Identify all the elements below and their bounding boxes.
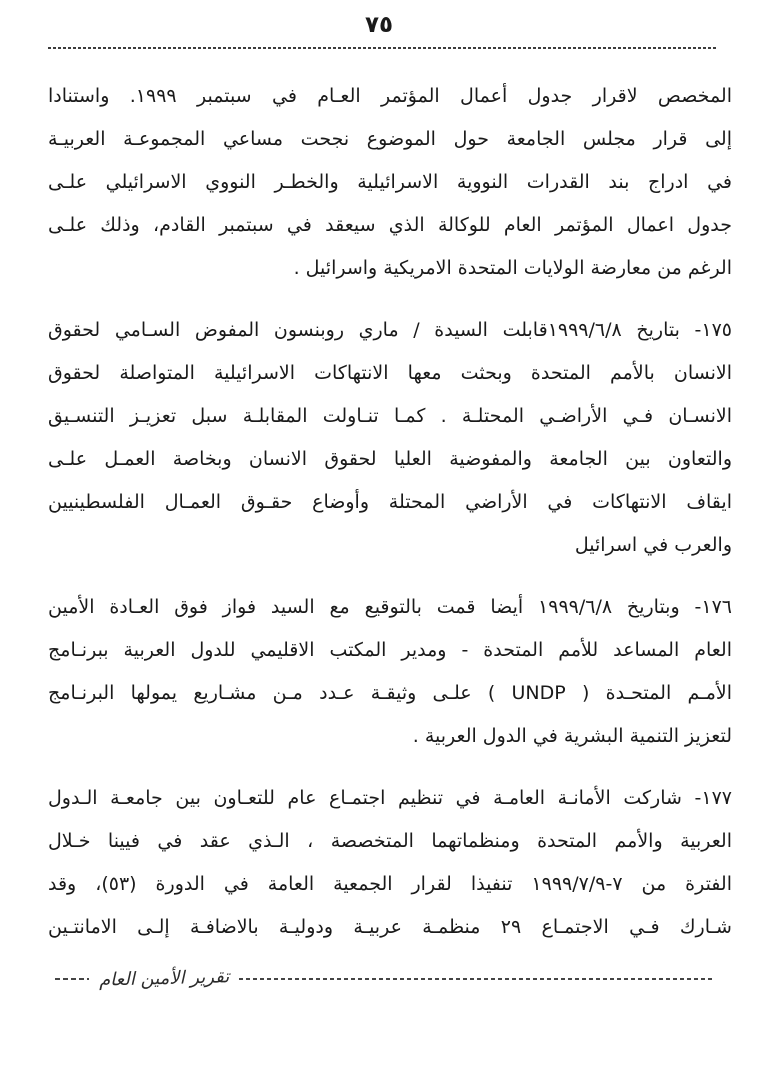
- text-line: شـارك فـي الاجتمـاع ٢٩ منظمـة عربيـة ودوليـة بالاضافـة إلـى الامانتـين: [48, 916, 732, 938]
- footer-rule-left: [55, 978, 89, 980]
- text-line: الانسـان فـي الأراضـي المحتلـة . كمـا تنـاولت المقابلـة سبل تعزيـز التنسـيق: [48, 405, 732, 427]
- text-line: الرغم من معارضة الولايات المتحدة الامريكية واسرائيل .: [293, 257, 732, 279]
- text-line: الأمـم المتحـدة ( UNDP ) علـى وثيقـة عـدد مـن مشـاريع يمولها البرنـامج: [48, 682, 732, 704]
- text-line: العام المساعد للأمم المتحدة - ومدير المكتب الاقليمي للدول العربية ببرنـامج: [48, 639, 732, 661]
- text-line: لتعزيز التنمية البشرية في الدول العربية .: [412, 725, 732, 747]
- text-line: [48, 777, 732, 820]
- text-line: العربية والأمم المتحدة ومنظماتهما المتخصصة ، الـذي عقد في فيينا خـلال: [48, 830, 732, 852]
- top-rule: [48, 47, 717, 49]
- text-line: ايقاف الانتهاكات في الأراضي المحتلة وأوضاع حقـوق العمـال الفلسطينيين: [48, 491, 732, 513]
- text-line: [48, 586, 732, 629]
- text-line: إلى قرار مجلس الجامعة حول الموضوع نجحت مساعي المجموعـة العربيـة: [48, 128, 732, 150]
- document-body-text: [48, 75, 732, 949]
- footer-rule: [239, 978, 712, 980]
- text-line: الفترة من ٧-١٩٩٩/٧/٩ تنفيذا لقرار الجمعية العامة في الدورة (٥٣)، وقد: [48, 873, 732, 895]
- paragraph-text: بتاريخ ١٩٩٩/٦/٨قابلت السيدة / ماري روبنسون المفوض السـامي لحقوق: [48, 319, 680, 341]
- handwritten-annotation: تقرير الأمين العام: [98, 966, 230, 991]
- paragraph-number: ١٧٦-: [694, 596, 732, 618]
- page-number: ٧٥: [364, 12, 394, 38]
- paragraph-text: وبتاريخ ١٩٩٩/٦/٨ أيضا قمت بالتوقيع مع السيد فواز فوق العـادة الأمين: [48, 596, 680, 618]
- paragraph-number: ١٧٧-: [694, 787, 732, 809]
- text-line: الانسان بالأمم المتحدة وبحثت معها الانتهاكات الاسرائيلية المتواصلة لحقوق: [48, 362, 732, 384]
- text-line: المخصص لاقرار جدول أعمال المؤتمر العـام في سبتمبر ١٩٩٩. واستنادا: [48, 85, 732, 107]
- text-line: جدول اعمال المؤتمر العام للوكالة الذي سيعقد في سبتمبر القادم، وذلك علـى: [48, 214, 732, 236]
- page-footer: [55, 968, 712, 989]
- text-line: والعرب في اسرائيل: [574, 534, 732, 556]
- text-line: والتعاون بين الجامعة والمفوضية العليا لحقوق الانسان وبخاصة العمـل علـى: [48, 448, 732, 470]
- paragraph-number: ١٧٥-: [694, 319, 732, 341]
- text-line: في ادراج بند القدرات النووية الاسرائيلية والخطـر النووي الاسرائيلي علـى: [48, 171, 732, 193]
- text-line: [48, 309, 732, 352]
- paragraph-text: شاركت الأمانـة العامـة في تنظيم اجتمـاع عام للتعـاون بين جامعـة الـدول: [48, 787, 682, 809]
